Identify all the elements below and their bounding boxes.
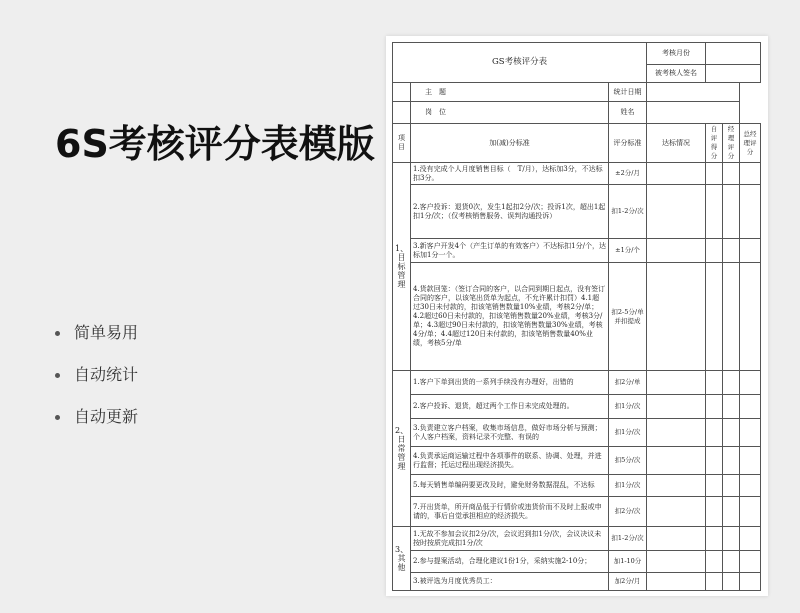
criteria-text: 2.客户投诉、退货，超过两个工作日未完成处理的。 (411, 395, 609, 419)
col-header-self-score: 自评得分 (706, 124, 723, 163)
criteria-text: 2.参与提案活动，合理化建议1份1分，采纳实施2-10分； (411, 551, 609, 573)
category-label: 3、其他 (393, 527, 411, 591)
standard-text: 加1-10分 (609, 551, 647, 573)
form-document-preview (386, 36, 768, 596)
criteria-text: 1.没有完成个人月度销售目标（ T/月），达标加3分，不达标扣3分。 (411, 163, 609, 185)
col-header-manager-score: 经理评分 (723, 124, 740, 163)
label-name: 姓名 (609, 102, 647, 124)
standard-text: 扣1-2分/次 (609, 527, 647, 551)
standard-text: 扣2分/次 (609, 497, 647, 527)
col-header-gm-score: 总经理评分 (740, 124, 761, 163)
label-stat-date: 统计日期 (609, 83, 647, 102)
standard-text: 扣2分/单 (609, 371, 647, 395)
bullet-icon (55, 373, 60, 378)
col-header-status: 达标情况 (647, 124, 706, 163)
col-header-standard: 评分标准 (609, 124, 647, 163)
criteria-text: 1.无故不参加会议扣2分/次，会议迟到扣1分/次，会议决议未按时按质完成扣1分/次 (411, 527, 609, 551)
feature-item: 自动更新 (55, 396, 138, 438)
label-signature: 被考核人签名 (647, 65, 706, 83)
criteria-text: 1.客户下单到出货的一系列手续没有办理好，出错的 (411, 371, 609, 395)
feature-item: 自动统计 (55, 354, 138, 396)
value-name (647, 102, 740, 124)
standard-text: 扣1-2分/次 (609, 185, 647, 239)
feature-list (55, 312, 138, 438)
criteria-text: 2.客户投诉：退货0次，发生1起扣2分/次；投诉1次，超出1起扣1分/次；（仅考核销售服务、误判沟通投诉） (411, 185, 609, 239)
standard-text: 扣1分/次 (609, 419, 647, 447)
page-title: 6S考核评分表模版 (55, 122, 375, 166)
form-title: GS考核评分表 (393, 43, 647, 83)
criteria-text: 5.每天销售单编码要更改及时，避免财务数据混乱，不达标 (411, 475, 609, 497)
label-post: 岗 位 (411, 102, 609, 124)
standard-text: ±1分/个 (609, 239, 647, 263)
standard-text: 扣1分/次 (609, 395, 647, 419)
criteria-text: 3.负责建立客户档案，收集市场信息，做好市场分析与预测；个人客户档案，资料记录不完整、有误的 (411, 419, 609, 447)
criteria-text: 4.货款回笼：（签订合同的客户，以合同到期日起点，没有签订合同的客户，以该笔出货单为起点，不允许累计扣罚）4.1超过30日未付款的，扣该笔销售数量10%业绩，考核2分/单；4.2超过60日未付款的，扣该笔销售数量20%业绩，考核3分/单；4.3超过90日未付款的，扣该笔销售数量30%业绩，考核4分/单；4.4超过120日未付款的，扣该笔销售数量40%业绩，考核5分/单 (411, 263, 609, 371)
criteria-text: 7.开出货单，所开商品低于行情价或违货价而不及时上报或申请的，事后自觉承担相应的经济损失。 (411, 497, 609, 527)
feature-item: 简单易用 (55, 312, 138, 354)
category-label: 2、日常管理 (393, 371, 411, 527)
bullet-icon (55, 415, 60, 420)
col-header-criteria: 加(减)分标准 (411, 124, 609, 163)
standard-text: ±2分/月 (609, 163, 647, 185)
standard-text: 扣1分/次 (609, 475, 647, 497)
value-signature (706, 65, 761, 83)
criteria-text: 3.新客户开发4个（产生订单的有效客户）不达标扣1分/个，达标加1分一个。 (411, 239, 609, 263)
standard-text: 扣2-5分/单并扣提成 (609, 263, 647, 371)
assessment-table (392, 42, 761, 591)
criteria-text: 4.负责承运商运输过程中各项事件的联系、协调、处理，并进行监督；托运过程出现经济损失。 (411, 447, 609, 475)
criteria-text: 3.被评选为月度优秀员工： (411, 573, 609, 591)
value-assessment-month (706, 43, 761, 65)
col-header-item: 项目 (393, 124, 411, 163)
standard-text: 加2分/月 (609, 573, 647, 591)
value-stat-date (647, 83, 740, 102)
standard-text: 扣5分/次 (609, 447, 647, 475)
label-assessment-month: 考核月份 (647, 43, 706, 65)
bullet-icon (55, 331, 60, 336)
category-label: 1、目标管理 (393, 163, 411, 371)
label-theme: 主 题 (411, 83, 609, 102)
